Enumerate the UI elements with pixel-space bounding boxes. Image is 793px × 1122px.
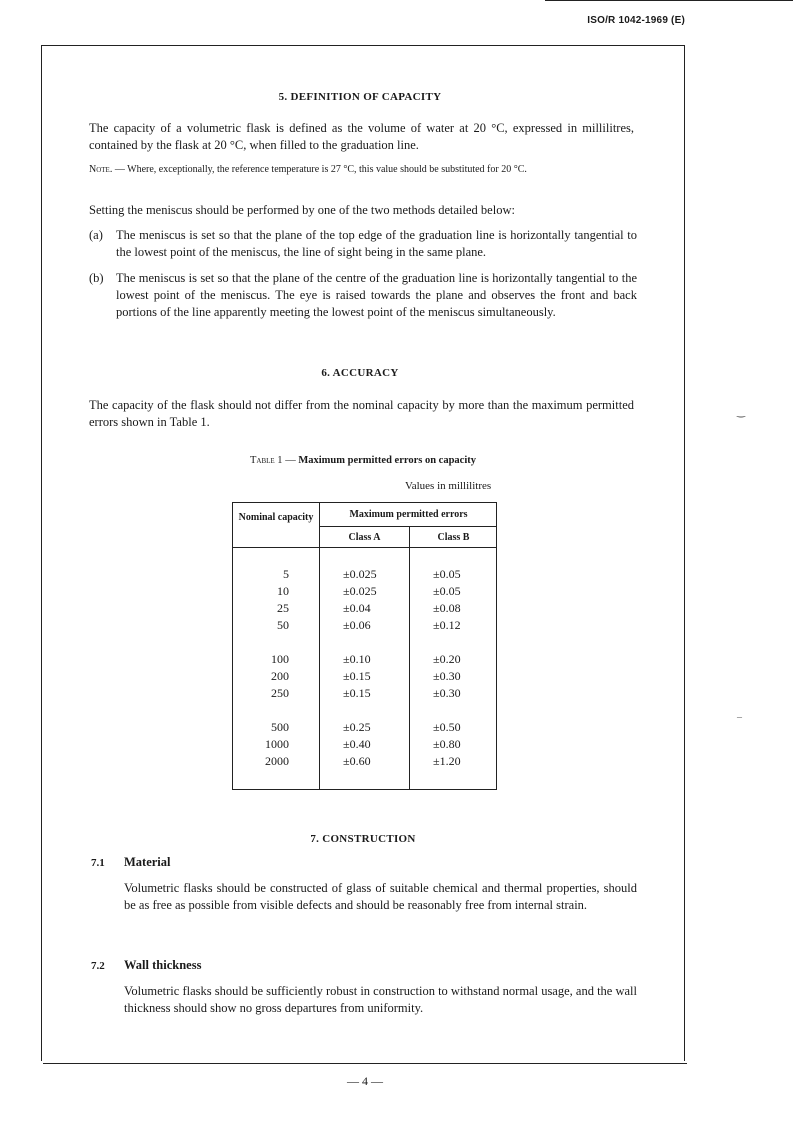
- table-cell-class-b: ±1.20: [433, 754, 461, 768]
- note: [89, 163, 649, 177]
- bottom-rule: [43, 1063, 687, 1064]
- subsection-7-1-title: Material: [124, 855, 171, 869]
- capacity-definition-paragraph: The capacity of a volumetric flask is defined as the volume of water at 20 °C, expressed in millilitres, contained by the flask at 20 °C, when filled to the graduation line.: [89, 121, 634, 152]
- table-cell-capacity: 50: [277, 618, 289, 632]
- table-cell-class-b: ±0.50: [433, 720, 461, 734]
- list-text-b: The meniscus is set so that the plane of the centre of the graduation line is horizontally tangential to the lowest point of the meniscus. The eye is raised towards the plane and observes the front and back portions of the line apparently meeting the lowest point of the meniscus simultaneously.: [116, 271, 637, 319]
- table-cell-class-a: ±0.60: [343, 754, 371, 768]
- table-cell-class-a: ±0.025: [343, 584, 377, 598]
- table-cell-class-b: ±0.30: [433, 686, 461, 700]
- list-item-b: [89, 270, 637, 321]
- table-rule: [409, 526, 410, 789]
- section-6-heading: 6. ACCURACY: [321, 367, 399, 379]
- list-item-a: [89, 227, 637, 261]
- margin-mark: –: [737, 712, 742, 723]
- subsection-7-2-number: 7.2: [91, 960, 105, 972]
- table-cell-capacity: 500: [271, 720, 289, 734]
- subsection-7-2-title: Wall thickness: [124, 958, 202, 972]
- table-rule: [319, 526, 496, 527]
- note-text: — Where, exceptionally, the reference temperature is 27 °C, this value should be substituted for 20 °C.: [112, 164, 527, 175]
- table-cell-class-a: ±0.40: [343, 737, 371, 751]
- table-cell-capacity: 1000: [265, 737, 289, 751]
- wall-thickness-paragraph: Volumetric flasks should be sufficiently robust in construction to withstand normal usage, and the wall thickness should show no gross departures from uniformity.: [124, 984, 637, 1015]
- table-cell-capacity: 100: [271, 652, 289, 666]
- table-title: [0, 455, 726, 466]
- table-cell-capacity: 2000: [265, 754, 289, 768]
- table-cell-class-b: ±0.30: [433, 669, 461, 683]
- header-max-errors: Maximum permitted errors: [349, 509, 468, 520]
- table-title-text: Maximum permitted errors on capacity: [298, 455, 476, 466]
- page-number: — 4 —: [347, 1074, 383, 1088]
- table-rule: [319, 503, 320, 789]
- table-cell-class-a: ±0.15: [343, 669, 371, 683]
- table-cell-class-b: ±0.20: [433, 652, 461, 666]
- header-nominal-capacity: Nominal capacity: [238, 512, 314, 523]
- margin-mark: ‿: [737, 407, 746, 418]
- header-class-b: Class B: [437, 532, 470, 543]
- section-5-heading: 5. DEFINITION OF CAPACITY: [278, 91, 442, 103]
- table-cell-class-b: ±0.05: [433, 584, 461, 598]
- header-class-a: Class A: [348, 532, 381, 543]
- accuracy-paragraph: The capacity of the flask should not differ from the nominal capacity by more than the maximum permitted errors shown in Table 1.: [89, 398, 634, 429]
- table-cell-class-b: ±0.05: [433, 567, 461, 581]
- table-cell-capacity: 25: [277, 601, 289, 615]
- table-label: Table 1: [249, 455, 283, 466]
- table-rule: [233, 547, 496, 548]
- table-cell-class-a: ±0.06: [343, 618, 371, 632]
- material-paragraph: Volumetric flasks should be constructed of glass of suitable chemical and thermal properties, should be as free as possible from visible defects and should be reasonably free from internal strain.: [124, 881, 637, 912]
- subsection-7-1-number: 7.1: [91, 857, 105, 869]
- table-cell-class-a: ±0.15: [343, 686, 371, 700]
- list-marker-b: (b): [89, 271, 104, 285]
- table-cell-capacity: 5: [283, 567, 289, 581]
- table-cell-class-a: ±0.04: [343, 601, 371, 615]
- list-marker-a: (a): [89, 228, 103, 242]
- permitted-errors-table: [232, 502, 497, 790]
- note-label: Note.: [89, 164, 113, 175]
- table-cell-class-b: ±0.12: [433, 618, 461, 632]
- table-cell-class-b: ±0.80: [433, 737, 461, 751]
- table-cell-class-a: ±0.10: [343, 652, 371, 666]
- document-id: ISO/R 1042-1969 (E): [587, 15, 685, 26]
- list-text-a: The meniscus is set so that the plane of the top edge of the graduation line is horizontally tangential to the lowest point of the meniscus, the line of sight being in the same plane.: [116, 228, 637, 259]
- table-cell-class-a: ±0.025: [343, 567, 377, 581]
- top-rule: [545, 0, 793, 1]
- meniscus-intro-paragraph: Setting the meniscus should be performed by one of the two methods detailed below:: [89, 203, 515, 217]
- table-cell-capacity: 200: [271, 669, 289, 683]
- table-cell-capacity: 10: [277, 584, 289, 598]
- table-title-dash: —: [282, 455, 299, 466]
- table-cell-class-a: ±0.25: [343, 720, 371, 734]
- section-7-heading: 7. CONSTRUCTION: [310, 833, 416, 845]
- table-cell-class-b: ±0.08: [433, 601, 461, 615]
- table-cell-capacity: 250: [271, 686, 289, 700]
- table-units: Values in millilitres: [405, 480, 492, 492]
